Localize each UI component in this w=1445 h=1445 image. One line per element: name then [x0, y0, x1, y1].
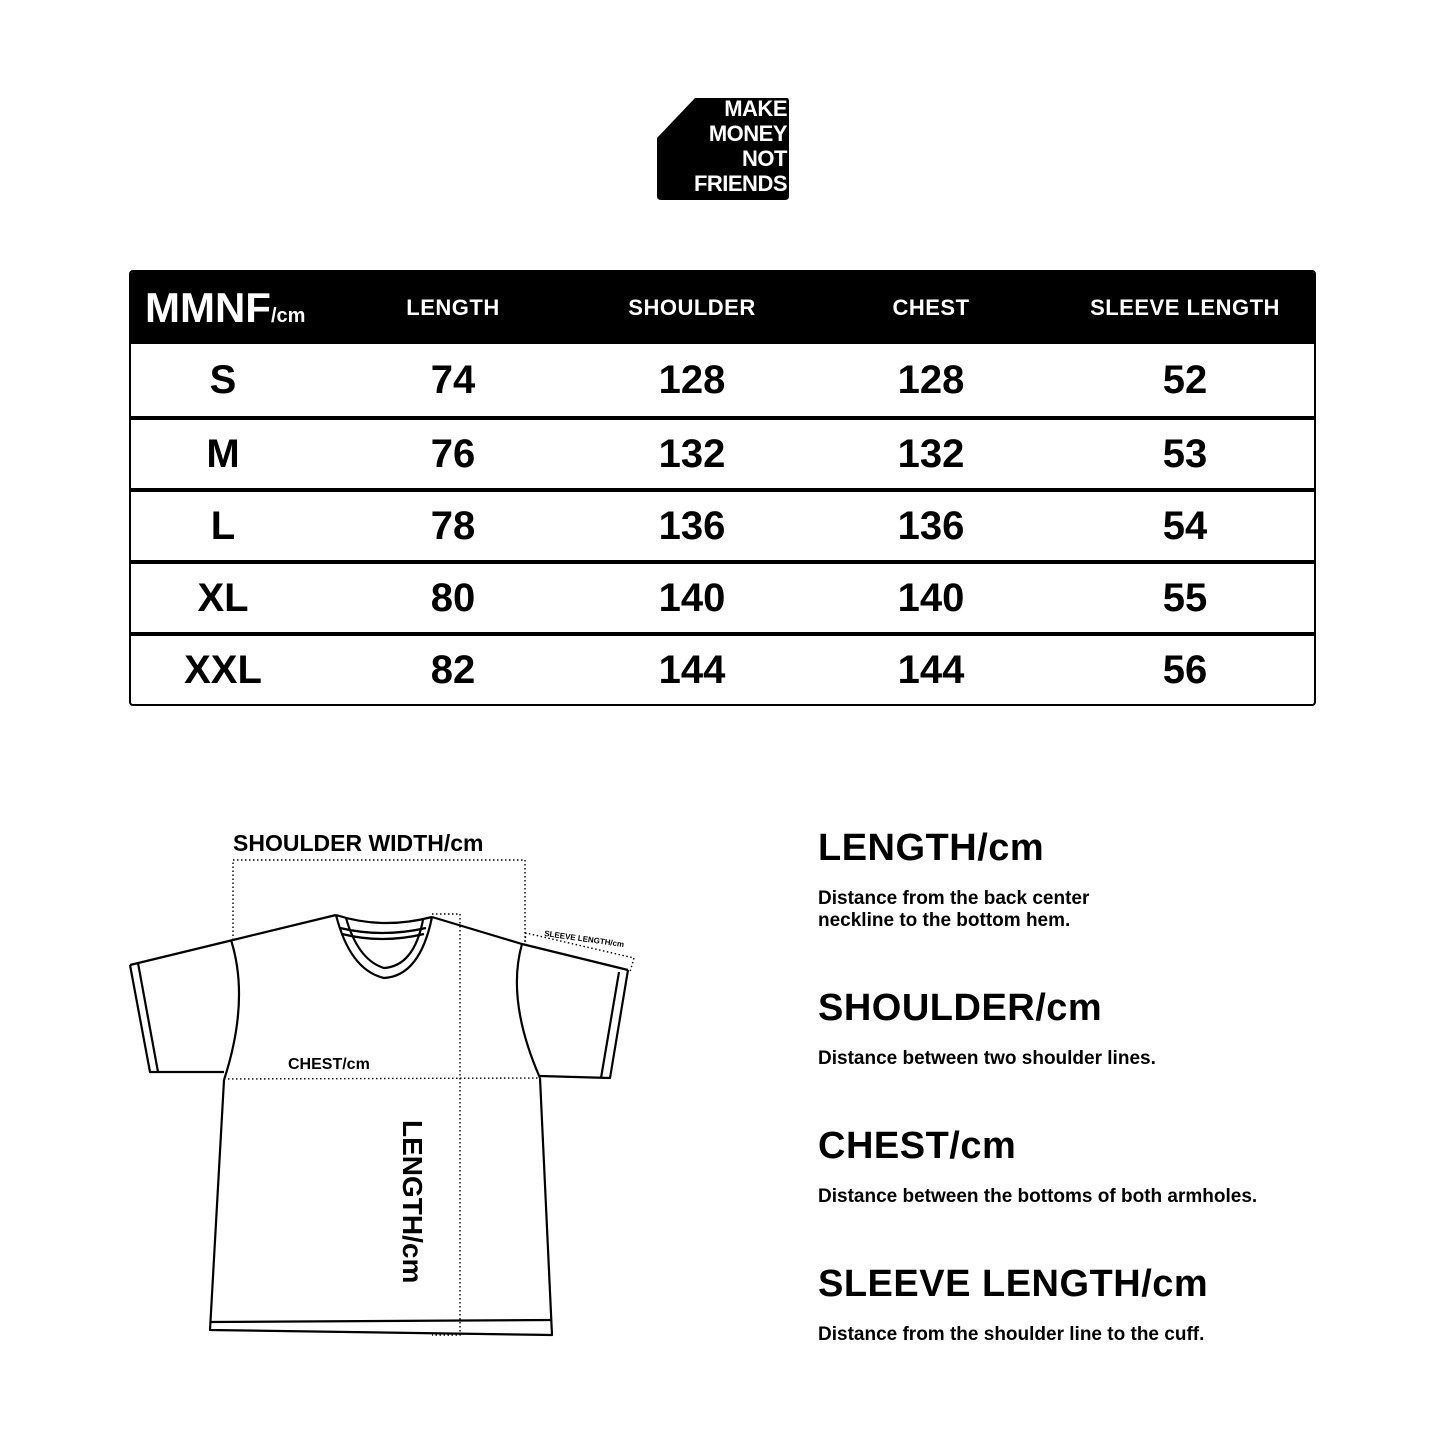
length-guide	[432, 914, 460, 1335]
definition-chest	[818, 1124, 1257, 1208]
shoulder-width-label: SHOULDER WIDTH/cm	[233, 830, 484, 856]
chest-label: CHEST/cm	[288, 1056, 370, 1073]
shoulder-cell: 140	[658, 575, 726, 620]
length-cell: 74	[430, 357, 476, 402]
sleeve-length-label: SLEEVE LENGTH/cm	[543, 929, 625, 950]
column-header-shoulder: SHOULDER	[628, 295, 756, 320]
definition-shoulder	[818, 986, 1156, 1070]
size-cell: XL	[197, 575, 249, 620]
definition-text: Distance between the bottoms of both armholes.	[818, 1186, 1258, 1207]
chest-cell: 132	[897, 431, 965, 476]
column-header-sleeve-length: SLEEVE LENGTH	[1090, 295, 1280, 320]
definition-title: SLEEVE LENGTH/cm	[818, 1263, 1209, 1305]
definition-text: Distance from the back center neckline to the bottom hem.	[818, 888, 1090, 931]
definition-title: LENGTH/cm	[818, 827, 1045, 869]
table-row	[131, 344, 1314, 416]
tshirt-outline-icon	[120, 820, 650, 1350]
chest-cell: 136	[897, 503, 965, 548]
definition-text: Distance from the shoulder line to the cuff.	[818, 1324, 1205, 1345]
definition-title: CHEST/cm	[818, 1125, 1017, 1167]
tshirt-sleeve-right	[540, 970, 628, 1078]
size-cell: S	[209, 357, 237, 402]
definition-sleeve-length	[818, 1262, 1208, 1346]
table-row	[131, 488, 1314, 560]
size-chart-table	[129, 270, 1316, 706]
logo-line: FRIENDS	[693, 171, 787, 196]
sleeve-length-cell: 56	[1162, 647, 1208, 692]
table-row	[131, 632, 1314, 704]
chest-cell: 128	[897, 357, 965, 402]
size-cell: L	[210, 503, 236, 548]
sleeve-length-cell: 52	[1162, 357, 1208, 402]
table-brand-header	[131, 284, 315, 332]
tshirt-body	[210, 1078, 552, 1335]
chest-guide	[224, 1078, 540, 1079]
length-cell: 76	[430, 431, 476, 476]
table-row	[131, 416, 1314, 488]
tshirt-measurement-diagram	[120, 820, 650, 1350]
table-row	[131, 560, 1314, 632]
shoulder-cell: 136	[658, 503, 726, 548]
shoulder-cell: 144	[658, 647, 726, 692]
brand-label: MMNF	[145, 284, 271, 331]
column-header-chest: CHEST	[892, 295, 970, 320]
logo-text	[694, 96, 787, 196]
tshirt-sleeve-left	[130, 965, 224, 1072]
chest-cell: 140	[897, 575, 965, 620]
shoulder-cell: 132	[658, 431, 726, 476]
logo-line: MAKE	[724, 96, 787, 121]
length-cell: 80	[430, 575, 476, 620]
table-header	[131, 272, 1314, 344]
length-cell: 78	[430, 503, 476, 548]
unit-label: /cm	[270, 305, 306, 327]
definition-length	[818, 826, 1148, 932]
sleeve-length-cell: 53	[1162, 431, 1208, 476]
size-cell: M	[206, 431, 240, 476]
logo-line: NOT	[742, 146, 787, 171]
definition-text: Distance between two shoulder lines.	[818, 1048, 1156, 1069]
tshirt-armhole-left	[224, 940, 239, 1080]
shoulder-cell: 128	[658, 357, 726, 402]
logo-line: MONEY	[708, 121, 787, 146]
chest-cell: 144	[897, 647, 965, 692]
length-cell: 82	[430, 647, 476, 692]
definition-title: SHOULDER/cm	[818, 987, 1103, 1029]
tshirt-hem	[210, 1320, 552, 1322]
size-cell: XXL	[184, 647, 262, 692]
column-header-length: LENGTH	[406, 295, 500, 320]
sleeve-length-cell: 55	[1162, 575, 1208, 620]
brand-logo	[655, 96, 789, 202]
length-label: LENGTH/cm	[397, 1120, 428, 1284]
tshirt-armhole-right	[517, 944, 540, 1078]
sleeve-length-cell: 54	[1162, 503, 1208, 548]
